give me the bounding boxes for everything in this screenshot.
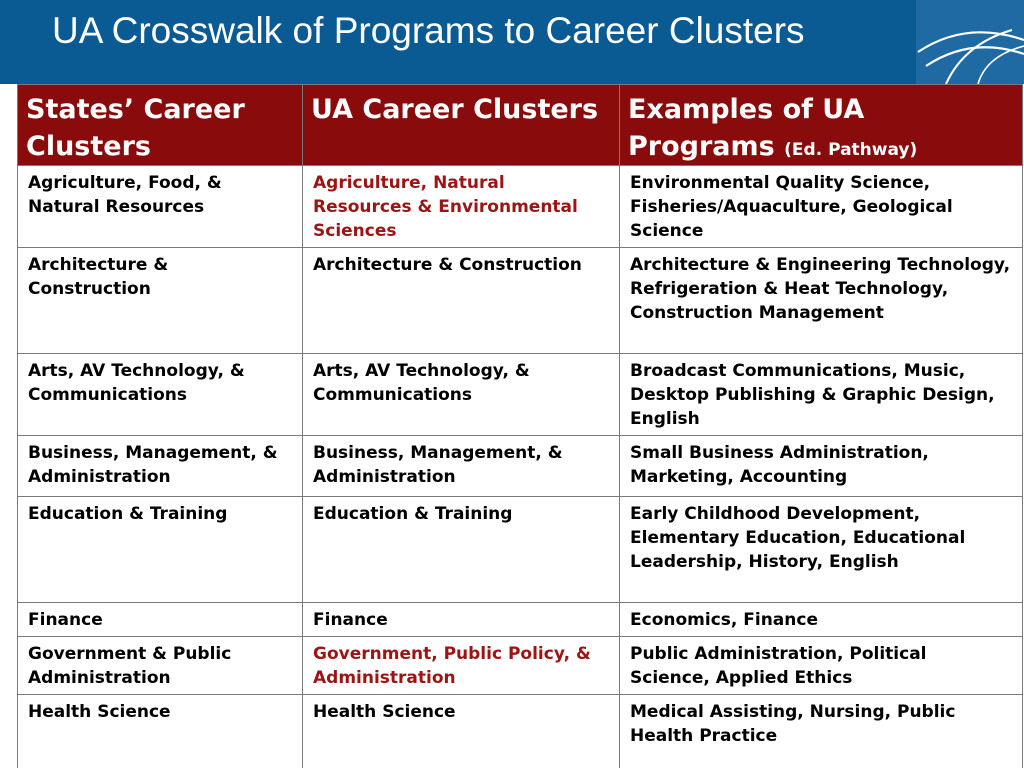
program-examples-cell: Medical Assisting, Nursing, Public Health Practice bbox=[620, 695, 1023, 768]
crosswalk-table-container bbox=[17, 84, 1024, 768]
program-examples-cell: Early Childhood Development, Elementary Education, Educational Leadership, History, English bbox=[620, 497, 1023, 603]
header-ua-career-clusters: UA Career Clusters bbox=[303, 85, 620, 166]
program-examples-cell: Small Business Administration, Marketing, Accounting bbox=[620, 436, 1023, 497]
slide-header-bar bbox=[0, 0, 1024, 84]
ua-cluster-cell: Government, Public Policy, & Administration bbox=[303, 637, 620, 695]
table-row bbox=[18, 354, 1023, 436]
ua-cluster-cell: Agriculture, Natural Resources & Environmental Sciences bbox=[303, 166, 620, 248]
program-examples-cell: Economics, Finance bbox=[620, 603, 1023, 637]
table-row bbox=[18, 248, 1023, 354]
state-cluster-cell: Architecture & Construction bbox=[18, 248, 303, 354]
ua-cluster-cell: Education & Training bbox=[303, 497, 620, 603]
globe-arcs-icon bbox=[916, 0, 1024, 84]
state-cluster-cell: Business, Management, & Administration bbox=[18, 436, 303, 497]
program-examples-cell: Public Administration, Political Science, Applied Ethics bbox=[620, 637, 1023, 695]
state-cluster-cell: Finance bbox=[18, 603, 303, 637]
state-cluster-cell: Health Science bbox=[18, 695, 303, 768]
state-cluster-cell: Education & Training bbox=[18, 497, 303, 603]
table-row bbox=[18, 166, 1023, 248]
table-row bbox=[18, 637, 1023, 695]
table-row bbox=[18, 603, 1023, 637]
table-header-row bbox=[18, 85, 1023, 166]
table-row bbox=[18, 497, 1023, 603]
state-cluster-cell: Arts, AV Technology, & Communications bbox=[18, 354, 303, 436]
header-states-career-clusters: States’ Career Clusters bbox=[18, 85, 303, 166]
header-examples-sub: (Ed. Pathway) bbox=[784, 140, 918, 160]
table-row bbox=[18, 695, 1023, 768]
header-examples-of-ua-programs bbox=[620, 85, 1023, 166]
crosswalk-table bbox=[17, 84, 1023, 768]
ua-cluster-cell: Arts, AV Technology, & Communications bbox=[303, 354, 620, 436]
slide-title: UA Crosswalk of Programs to Career Clusters bbox=[52, 10, 805, 51]
table-row bbox=[18, 436, 1023, 497]
program-examples-cell: Environmental Quality Science, Fisheries/Aquaculture, Geological Science bbox=[620, 166, 1023, 248]
logo bbox=[916, 0, 1024, 84]
ua-cluster-cell: Architecture & Construction bbox=[303, 248, 620, 354]
ua-cluster-cell: Business, Management, & Administration bbox=[303, 436, 620, 497]
program-examples-cell: Broadcast Communications, Music, Desktop Publishing & Graphic Design, English bbox=[620, 354, 1023, 436]
state-cluster-cell: Agriculture, Food, & Natural Resources bbox=[18, 166, 303, 248]
state-cluster-cell: Government & Public Administration bbox=[18, 637, 303, 695]
ua-cluster-cell: Finance bbox=[303, 603, 620, 637]
ua-cluster-cell: Health Science bbox=[303, 695, 620, 768]
header-examples-main: Examples of UA Programs bbox=[628, 94, 865, 162]
program-examples-cell: Architecture & Engineering Technology, Refrigeration & Heat Technology, Construction Management bbox=[620, 248, 1023, 354]
